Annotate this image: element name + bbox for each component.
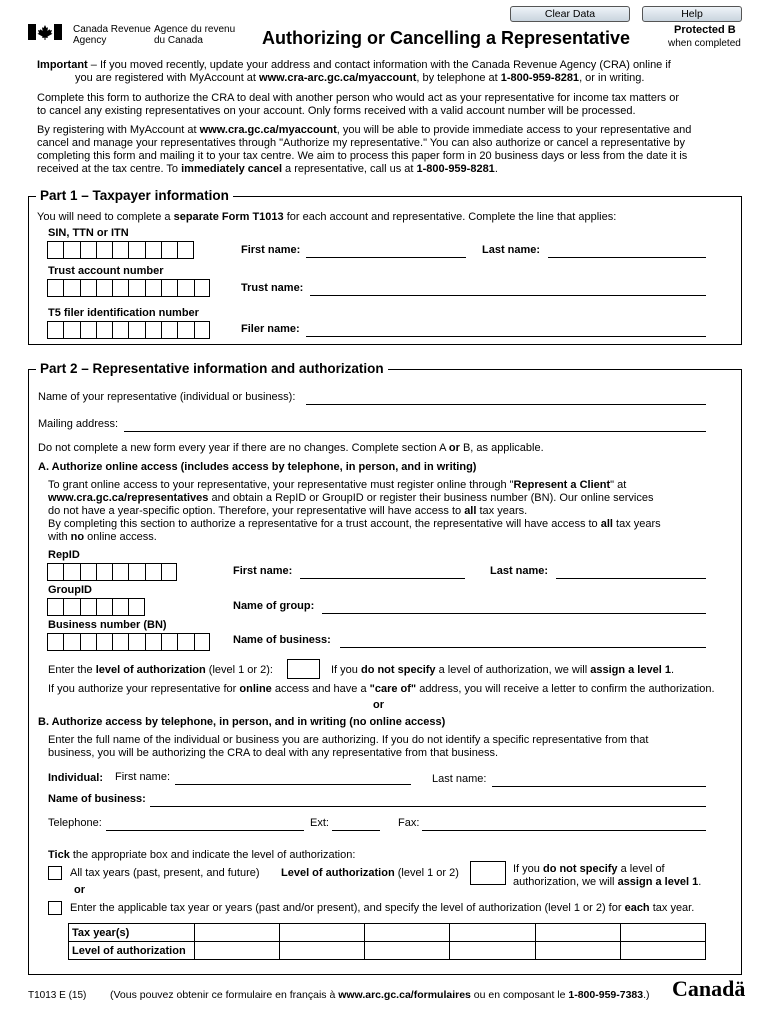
french-version-note: (Vous pouvez obtenir ce formulaire en français à www.arc.gc.ca/formulaires ou en composant le 1-800-959-7383.) [110, 989, 650, 1001]
help-button[interactable]: Help [642, 6, 742, 22]
part2-title: Part 2 – Representative information and authorization [36, 361, 388, 376]
section-a-title: A. Authorize online access (includes access by telephone, in person, and in writing) [38, 461, 477, 473]
form-title: Authorizing or Cancelling a Representative [262, 28, 631, 48]
a-first-name-field[interactable] [300, 567, 465, 579]
specific-years-label: Enter the applicable tax year or years (past and/or present), and specify the level of authorization (level 1 or 2) for each tax year. [70, 902, 695, 914]
important-notice-line2: you are registered with MyAccount at www.cra-arc.gc.ca/myaccount, by telephone at 1-800-959-8281, or in writing. [75, 72, 645, 84]
fax-field[interactable] [422, 819, 706, 831]
or-separator-2: or [74, 884, 85, 896]
all-tax-years-checkbox[interactable] [48, 866, 62, 880]
trust-name-label: Trust name: [241, 282, 304, 294]
t5-filer-input[interactable] [47, 321, 210, 339]
groupid-label: GroupID [48, 584, 92, 596]
individual-label: Individual: [48, 772, 103, 784]
last-name-field[interactable] [548, 246, 706, 258]
t5-filer-label: T5 filer identification number [48, 307, 199, 319]
telephone-field[interactable] [106, 819, 304, 831]
groupid-input[interactable] [47, 598, 145, 616]
telephone-label: Telephone: [48, 817, 102, 829]
when-completed-label: when completed [668, 38, 741, 49]
bn-input[interactable] [47, 633, 210, 651]
tax-years-row-label: Tax year(s) [69, 924, 195, 942]
all-tax-years-label: All tax years (past, present, and future) [70, 867, 260, 879]
trust-account-input[interactable] [47, 279, 210, 297]
fax-label: Fax: [398, 817, 420, 829]
table-row [69, 942, 706, 960]
repid-input[interactable] [47, 563, 177, 581]
important-notice: Important – If you moved recently, update your address and contact information with the Canada Revenue Agency (CRA) online if [37, 59, 671, 71]
business-name-field[interactable] [340, 636, 706, 648]
table-row [69, 924, 706, 942]
form-identifier: T1013 E (15) [28, 990, 87, 1001]
care-of-note: If you authorize your representative for online access and have a "care of" address, you will receive a letter to confirm the authorization. [48, 683, 715, 695]
first-name-label: First name: [241, 244, 301, 256]
canada-flag-icon [28, 24, 62, 40]
repid-label: RepID [48, 549, 80, 561]
part1-instructions: You will need to complete a separate Form T1013 for each account and representative. Complete the line that applies: [37, 211, 617, 223]
level-row-label: Level of authorization [69, 942, 195, 960]
canada-wordmark: Canadä [672, 976, 746, 1001]
b-business-name-field[interactable] [150, 795, 706, 807]
no-new-form-note: Do not complete a new form every year if there are no changes. Complete section A or B, as applicable. [38, 442, 544, 454]
specific-years-checkbox[interactable] [48, 901, 62, 915]
clear-data-button[interactable]: Clear Data [510, 6, 630, 22]
b-last-name-label: Last name: [432, 773, 487, 785]
trust-account-label: Trust account number [48, 265, 164, 277]
group-name-field[interactable] [322, 602, 706, 614]
tick-instruction: Tick the appropriate box and indicate the level of authorization: [48, 849, 356, 861]
business-name-label: Name of business: [233, 634, 331, 646]
mailing-address-field[interactable] [124, 420, 706, 432]
a-first-name-label: First name: [233, 565, 293, 577]
intro-paragraph-1: Complete this form to authorize the CRA to deal with another person who would act as your representative for income tax matters or to cancel any existing representatives on your account. Only forms received with a valid account number will be processed. [37, 92, 679, 117]
filer-name-label: Filer name: [241, 323, 300, 335]
sin-label: SIN, TTN or ITN [48, 227, 129, 239]
ext-field[interactable] [332, 819, 380, 831]
agency-name-fr: Agence du revenu du Canada [154, 24, 236, 46]
section-a-text: To grant online access to your representative, your representative must register online through "Represent a Client" at www.cra.gc.ca/representatives and obtain a RepID or GroupID or register their business number (BN). Our online services do not have a year-specific option. Therefore, your representative will have access to all tax years. By completing this section to authorize a representative for a trust account, the representative will have access to all tax years with no online access. [48, 479, 661, 543]
sin-input[interactable] [47, 241, 194, 259]
b-first-name-field[interactable] [175, 773, 411, 785]
b-first-name-label: First name: [115, 771, 171, 783]
protected-label: Protected B [674, 24, 736, 36]
mailing-address-label: Mailing address: [38, 418, 119, 430]
b-last-name-field[interactable] [492, 775, 706, 787]
a-last-name-field[interactable] [556, 567, 706, 579]
tax-years-table [68, 923, 706, 960]
all-years-level-input[interactable] [470, 861, 506, 885]
section-b-text: Enter the full name of the individual or business you are authorizing. If you do not identify a specific representative from that business, you will be authorizing the CRA to deal with any representative from that business. [48, 734, 649, 759]
trust-name-field[interactable] [310, 284, 706, 296]
bn-label: Business number (BN) [48, 619, 167, 631]
rep-name-label: Name of your representative (individual or business): [38, 391, 296, 403]
or-separator: or [373, 699, 384, 711]
level-of-authorization-input[interactable] [287, 659, 320, 679]
group-name-label: Name of group: [233, 600, 315, 612]
all-years-level-label: Level of authorization (level 1 or 2) [281, 867, 459, 879]
part1-title: Part 1 – Taxpayer information [36, 188, 233, 203]
intro-paragraph-2: By registering with MyAccount at www.cra.gc.ca/myaccount, you will be able to provide immediate access to your representative and cancel and manage your representatives through "Authorize my representative." You can also authorize or cancel a representative by completing this form and mailing it to your tax centre. We aim to process this paper form in 20 business days or less from the date it is received at the tax centre. To immediately cancel a representative, call us at 1-800-959-8281. [37, 124, 692, 175]
first-name-field[interactable] [306, 246, 466, 258]
b-business-name-label: Name of business: [48, 793, 146, 805]
rep-name-field[interactable] [306, 393, 706, 405]
ext-label: Ext: [310, 817, 329, 829]
section-b-title: B. Authorize access by telephone, in person, and in writing (no online access) [38, 716, 446, 728]
agency-name-en: Canada Revenue Agency [73, 24, 151, 46]
a-last-name-label: Last name: [490, 565, 549, 577]
all-years-level-note: If you do not specify a level of authorization, we will assign a level 1. [513, 863, 702, 888]
myaccount-link: www.cra-arc.gc.ca/myaccount [259, 72, 417, 84]
level-of-authorization-label: Enter the level of authorization (level 1 or 2): [48, 664, 273, 676]
level-default-note: If you do not specify a level of authorization, we will assign a level 1. [331, 664, 674, 676]
last-name-label: Last name: [482, 244, 541, 256]
filer-name-field[interactable] [306, 325, 706, 337]
